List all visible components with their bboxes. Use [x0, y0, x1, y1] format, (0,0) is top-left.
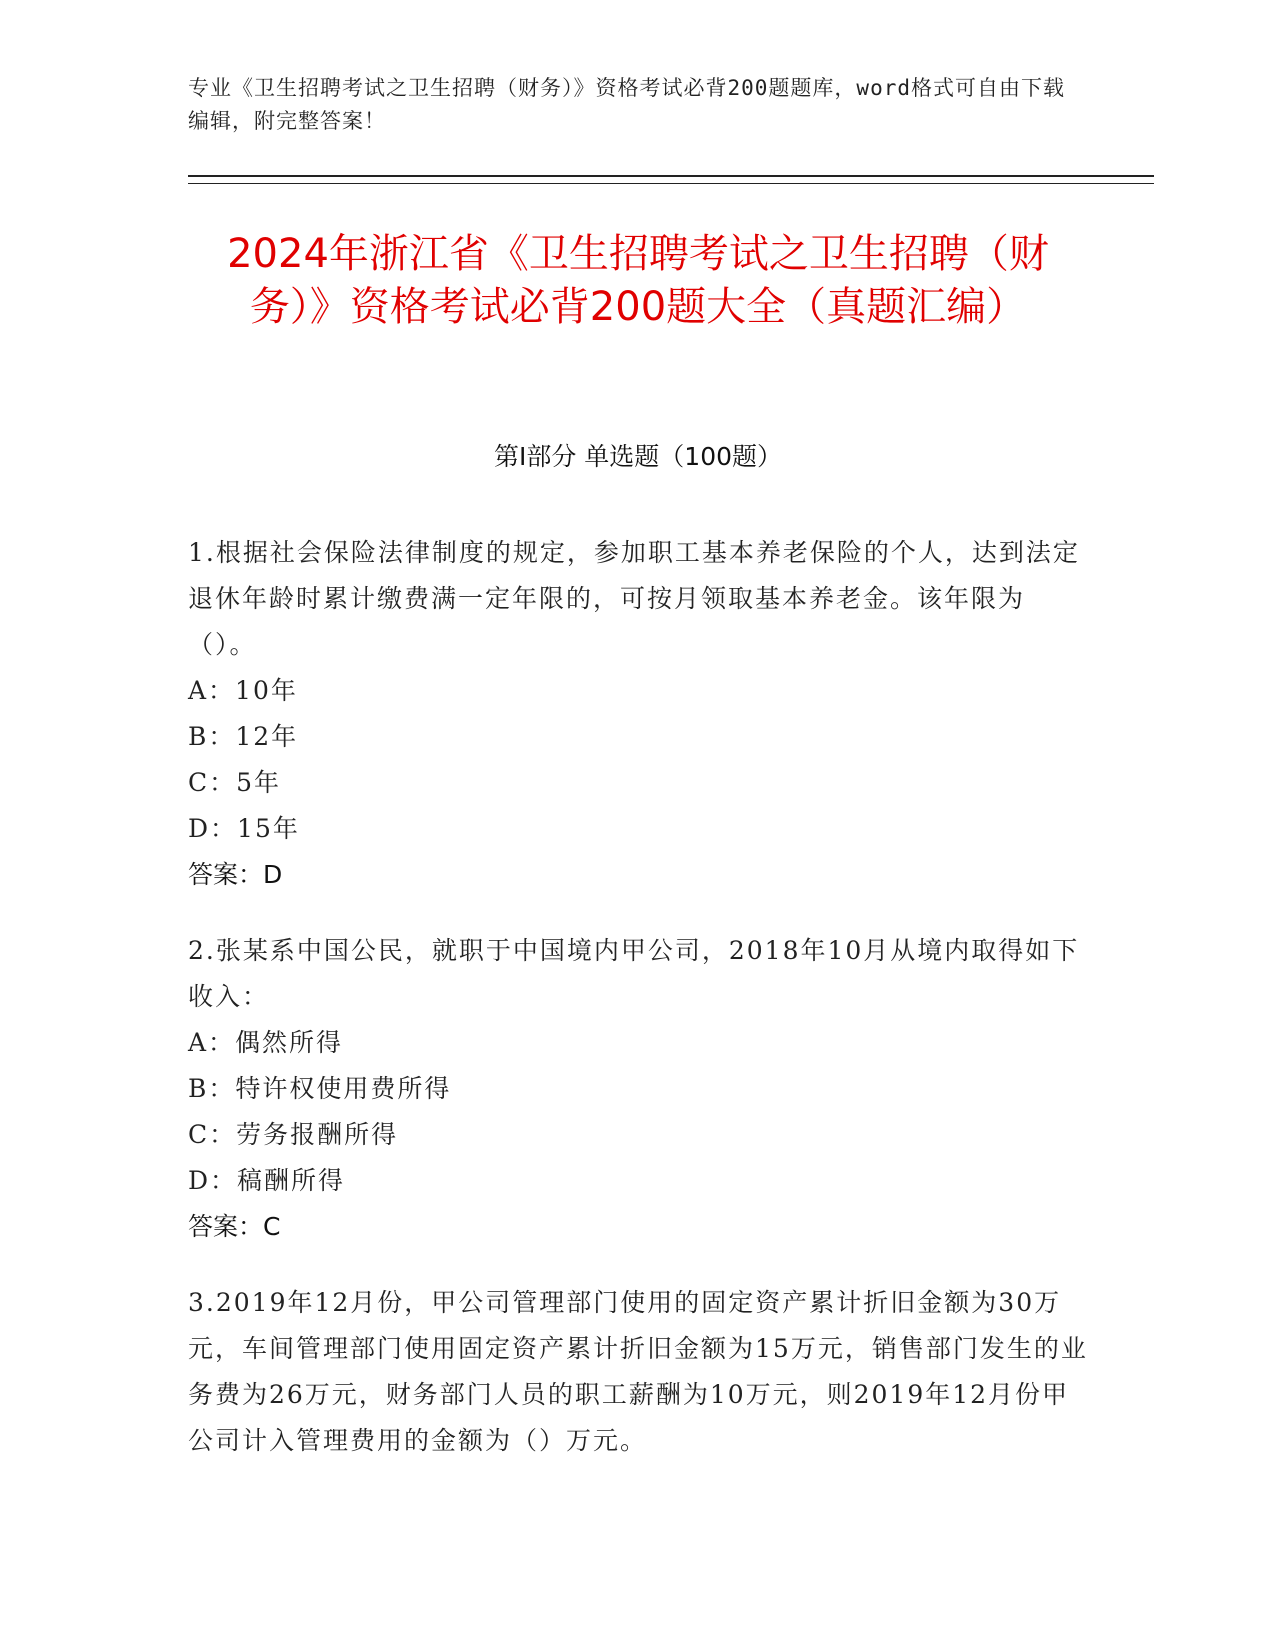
option-b: B：12年	[188, 722, 299, 751]
question-item	[188, 1280, 1088, 1464]
option-c: C：5年	[188, 768, 282, 797]
header-divider-thin	[188, 183, 1154, 184]
document-title: 2024年浙江省《卫生招聘考试之卫生招聘（财务）》资格考试必背200题大全（真题汇编）	[227, 231, 1049, 330]
option-d: D：15年	[188, 814, 300, 843]
answer-label: 答案：D	[188, 860, 283, 889]
header-note: 专业《卫生招聘考试之卫生招聘（财务）》资格考试必背200题题库，word格式可自由下载编辑，附完整答案！	[188, 76, 1065, 133]
section-heading: 第I部分 单选题（100题）	[493, 442, 783, 471]
question-item	[188, 928, 1088, 1250]
question-text: 1.根据社会保险法律制度的规定，参加职工基本养老保险的个人，达到法定退休年龄时累计缴费满一定年限的，可按月领取基本养老金。该年限为（）。	[188, 538, 1080, 659]
option-d: D：稿酬所得	[188, 1166, 346, 1195]
answer-label: 答案：C	[188, 1212, 281, 1241]
option-a: A：偶然所得	[188, 1028, 344, 1057]
question-text: 2.张某系中国公民，就职于中国境内甲公司，2018年10月从境内取得如下收入：	[188, 936, 1080, 1011]
question-text: 3.2019年12月份，甲公司管理部门使用的固定资产累计折旧金额为30万元，车间管理部门使用固定资产累计折旧金额为15万元，销售部门发生的业务费为26万元，财务部门人员的职工薪酬为10万元，则2019年12月份甲公司计入管理费用的金额为（）万元。	[188, 1288, 1088, 1455]
option-b: B：特许权使用费所得	[188, 1074, 452, 1103]
header-divider	[188, 175, 1154, 177]
question-list	[188, 530, 1088, 1494]
question-item	[188, 530, 1088, 898]
option-a: A：10年	[188, 676, 298, 705]
option-c: C：劳务报酬所得	[188, 1120, 399, 1149]
